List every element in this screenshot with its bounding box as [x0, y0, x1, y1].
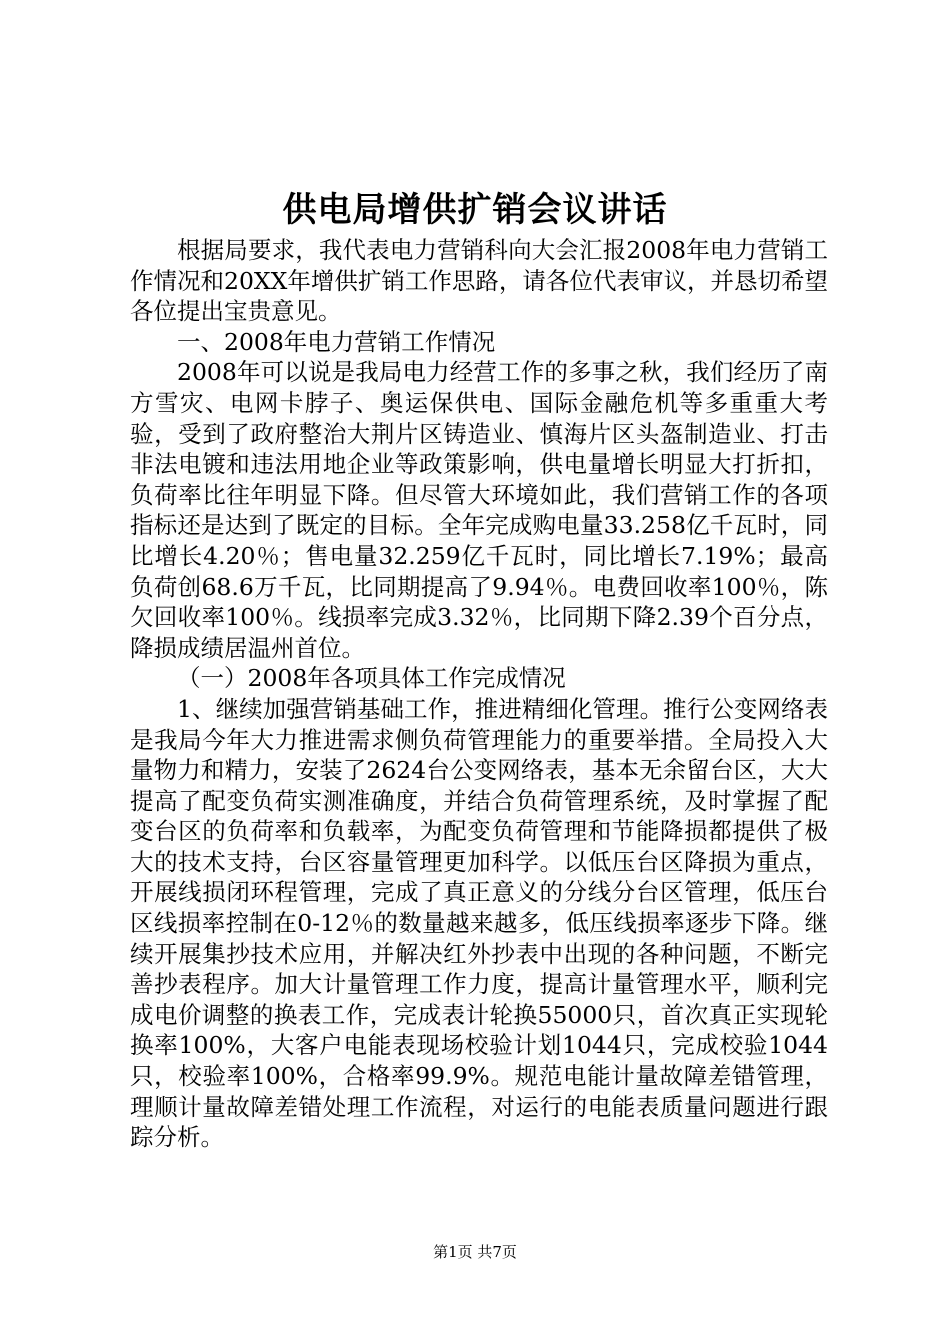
subsection-heading: （一）2008年各项具体工作完成情况 — [177, 664, 566, 693]
paragraph-item-1: 1、继续加强营销基础工作，推进精细化管理。推行公变网络表是我局今年大力推进需求侧负荷管理能力的重要举措。全局投入大量物力和精力，安装了2624台公变网络表，基本无余留台区，大大提高了配变负荷实测准确度，并结合负荷管理系统，及时掌握了配变台区的负荷率和负载率，为配变负荷管理和节能降损都提供了极大的技术支持，台区容量管理更加科学。以低压台区降损为重点，开展线损闭环程管理，完成了真正意义的分线分台区管理，低压台区线损率控制在0-12％的数量越来越多，低压线损率逐步下降。继续开展集抄技术应用，并解决红外抄表中出现的各种问题，不断完善抄表程序。加大计量管理工作力度，提高计量管理水平，顺利完成电价调整的换表工作，完成表计轮换55000只，首次真正实现轮换率100%，大客户电能表现场校验计划1044只，完成校验1044只，校验率100%，合格率99.9%。规范电能计量故障差错管理，理顺计量故障差错处理工作流程，对运行的电能表质量问题进行跟踪分析。 — [130, 694, 828, 1152]
paragraph-overview: 2008年可以说是我局电力经营工作的多事之秋，我们经历了南方雪灾、电网卡脖子、奥运保供电、国际金融危机等多重重大考验，受到了政府整治大荆片区铸造业、慎海片区头盔制造业、打击非法电镀和违法用地企业等政策影响，供电量增长明显大打折扣，负荷率比往年明显下降。但尽管大环境如此，我们营销工作的各项指标还是达到了既定的目标。全年完成购电量33.258亿千瓦时，同比增长4.20％；售电量32.259亿千瓦时，同比增长7.19%；最高负荷创68.6万千瓦，比同期提高了9.94％。电费回收率100％，陈欠回收率100％。线损率完成3.32％，比同期下降2.39个百分点，降损成绩居温州首位。 — [130, 358, 828, 662]
section-heading: 一、2008年电力营销工作情况 — [177, 327, 496, 356]
document-title: 供电局增供扩销会议讲话 — [282, 190, 668, 230]
paragraph-intro: 根据局要求，我代表电力营销科向大会汇报2008年电力营销工作情况和20XX年增供扩销工作思路，请各位代表审议，并恳切希望各位提出宝贵意见。 — [130, 236, 828, 326]
page-footer: 第1页 共7页 — [433, 1243, 517, 1261]
document-body — [130, 235, 828, 1153]
